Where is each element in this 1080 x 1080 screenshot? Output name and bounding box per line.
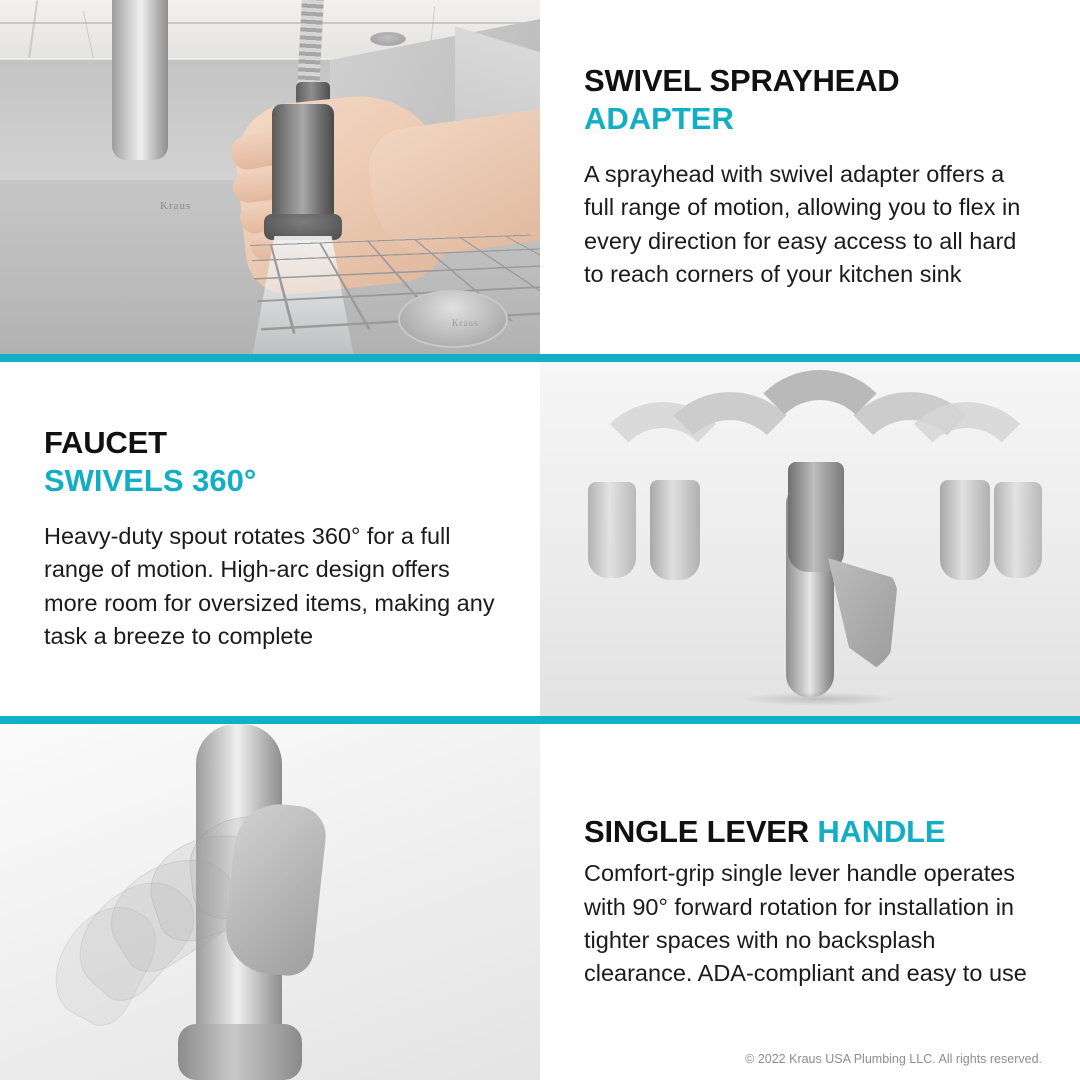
divider-1 <box>0 354 1080 362</box>
sprayhead <box>272 104 334 229</box>
divider-2 <box>0 716 1080 724</box>
text-block-swivel <box>0 362 540 716</box>
heading-swivel-line1: FAUCET <box>44 425 167 461</box>
section-swivel-sprayhead-adapter <box>0 0 1080 354</box>
heading-sprayhead-line1: SWIVEL SPRAYHEAD <box>584 63 900 99</box>
body-handle: Comfort-grip single lever handle operates with 90° forward rotation for installation in tighter spaces with no backsplash clearance. ADA-compliant and easy to use <box>584 860 1027 987</box>
faucet-body <box>112 0 168 160</box>
section-single-lever-handle <box>0 724 1080 1080</box>
body-swivel: Heavy-duty spout rotates 360° for a full range of motion. High-arc design offers more room for oversized items, making any task a breeze to complete <box>44 523 495 650</box>
text-block-sprayhead <box>540 0 1080 354</box>
section-faucet-swivels-360 <box>0 362 1080 716</box>
body-sprayhead: A sprayhead with swivel adapter offers a full range of motion, allowing you to flex in every direction for easy access to all hard to reach corners of your kitchen sink <box>584 161 1021 288</box>
sprayhead-photo <box>0 0 540 354</box>
countertop-drain-hole <box>370 32 406 46</box>
faucet-shadow <box>740 692 900 706</box>
heading-sprayhead-line2: ADAPTER <box>584 101 734 137</box>
handle-rotation-diagram <box>0 724 540 1080</box>
heading-handle <box>584 813 1036 851</box>
handle-base <box>178 1024 302 1080</box>
sprayhead-ghost-far-right <box>994 482 1042 578</box>
sprayhead-ghost-left <box>650 480 700 580</box>
brand-logo-sink: Kraus <box>160 200 192 212</box>
heading-swivel-line2: SWIVELS 360° <box>44 463 257 499</box>
faucet-handle <box>828 558 898 676</box>
brand-logo-bowl: Kraus <box>452 318 479 328</box>
heading-handle-line1: SINGLE LEVER <box>584 814 818 850</box>
sprayhead-ghost-far-left <box>588 482 636 578</box>
sprayhead-center <box>788 462 844 572</box>
copyright-notice: © 2022 Kraus USA Plumbing LLC. All rights reserved. <box>745 1052 1042 1066</box>
faucet-rotation-diagram <box>540 362 1080 716</box>
heading-handle-line2: HANDLE <box>817 814 946 850</box>
text-block-handle <box>540 724 1080 1080</box>
